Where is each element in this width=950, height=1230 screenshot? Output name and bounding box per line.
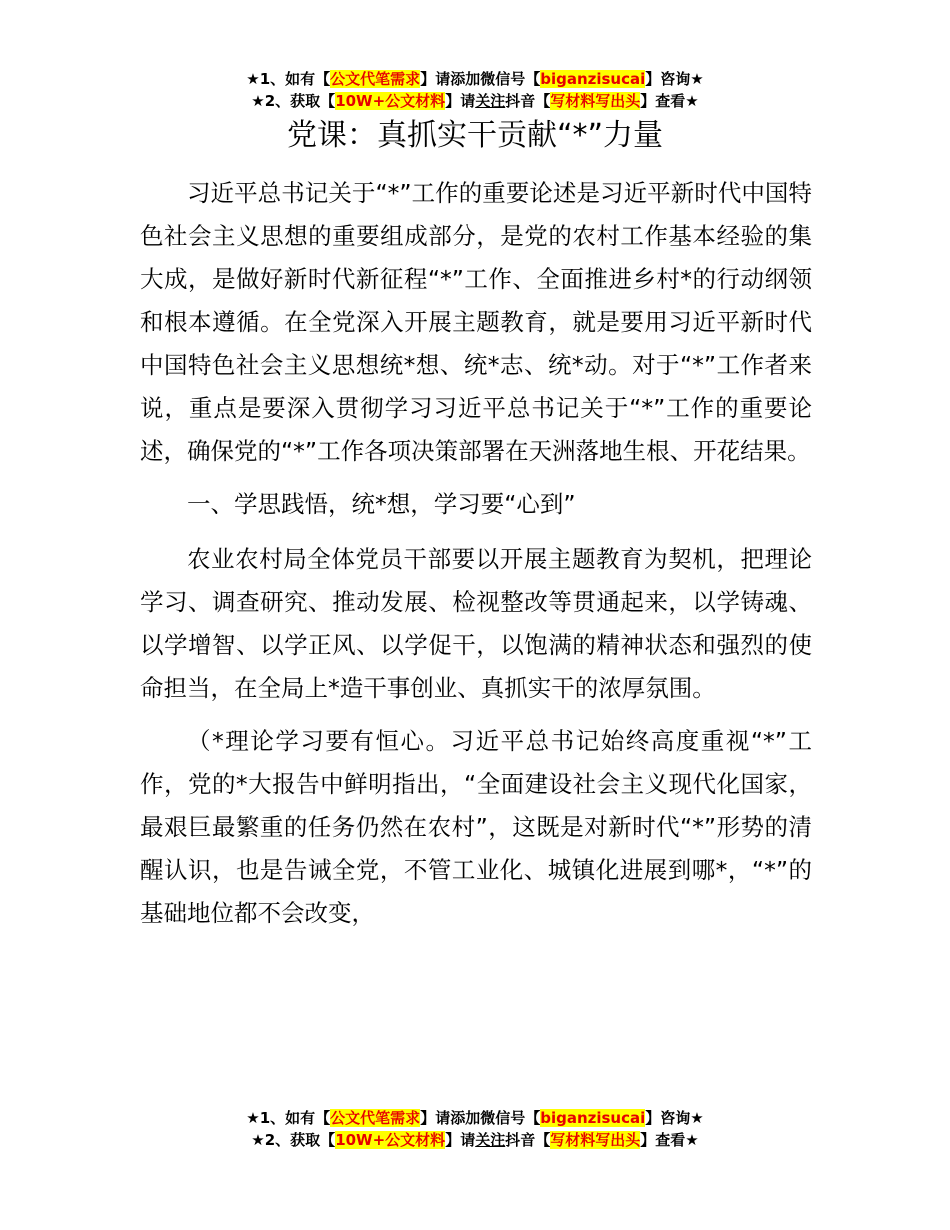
douyin-account-highlight: 写材料写出头 — [550, 92, 641, 110]
footer-materials-highlight: 10W+公文材料 — [335, 1131, 446, 1149]
ghostwriting-highlight: 公文代笔需求 — [330, 70, 421, 88]
materials-highlight: 10W+公文材料 — [335, 92, 446, 110]
wechat-id-highlight: biganzisucai — [540, 70, 646, 88]
paragraph-intro: 习近平总书记关于“*”工作的重要论述是习近平新时代中国特色社会主义思想的重要组成部分，是党的农村工作基本经验的集大成，是做好新时代新征程“*”工作、全面推进乡村*的行动纲领和根本遵循。在全党深入开展主题教育，就是要用习近平新时代中国特色社会主义思想统*想、统*志、统*动。对于“*”工作者来说，重点是要深入贯彻学习习近平总书记关于“*”工作的重要论述，确保党的“*”工作各项决策部署在天洲落地生根、开花结果。 — [140, 179, 812, 465]
document-title: 党课：真抓实干贡献“*”力量 — [286, 118, 664, 153]
footer-follow-underlined: 关注 — [475, 1131, 506, 1149]
document-body — [140, 172, 812, 945]
section-heading-1: 一、学思践悟，统*想，学习要“心到” — [187, 490, 576, 518]
banner-line-2: ★2、获取【10W+公文材料】请关注抖音【写材料写出头】查看★ — [251, 92, 699, 110]
follow-underlined: 关注 — [475, 92, 506, 110]
footer-ghostwriting-highlight: 公文代笔需求 — [330, 1109, 421, 1127]
footer-banner-line-1: ★1、如有【公文代笔需求】请添加微信号【biganzisucai】咨询★ — [246, 1109, 704, 1127]
paragraph-subsection-1: （*理论学习要有恒心。习近平总书记始终高度重视“*”工作，党的*大报告中鲜明指出，“全面建设社会主义现代化国家，最艰巨最繁重的任务仍然在农村”，这既是对新时代“*”形势的清醒认识，也是告诫全党，不管工业化、城镇化进展到哪*，“*”的基础地位都不会改变， — [140, 727, 812, 927]
footer-banner-line-2: ★2、获取【10W+公文材料】请关注抖音【写材料写出头】查看★ — [251, 1131, 699, 1149]
banner-line-1: ★1、如有【公文代笔需求】请添加微信号【biganzisucai】咨询★ — [246, 70, 704, 88]
footer-banner — [0, 1107, 950, 1151]
paragraph-section-1: 农业农村局全体党员干部要以开展主题教育为契机，把理论学习、调查研究、推动发展、检视整改等贯通起来，以学铸魂、以学增智、以学正风、以学促干，以饱满的精神状态和强烈的使命担当，在全局上*造干事创业、真抓实干的浓厚氛围。 — [140, 545, 812, 702]
header-banner — [0, 68, 950, 112]
footer-wechat-id-highlight: biganzisucai — [540, 1109, 646, 1127]
footer-douyin-account-highlight: 写材料写出头 — [550, 1131, 641, 1149]
